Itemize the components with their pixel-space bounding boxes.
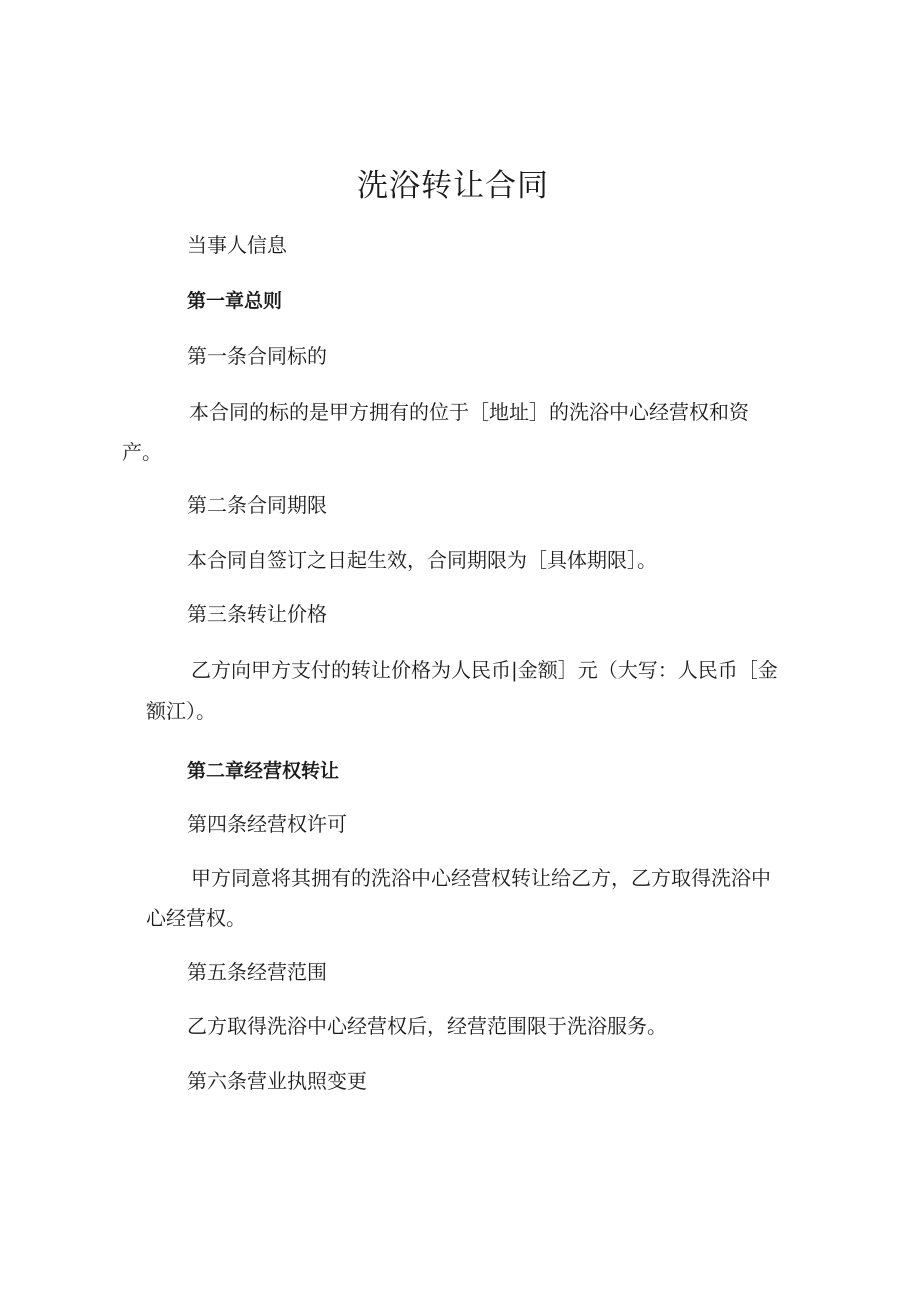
article-2-text: 本合同自签订之日起生效，合同期限为［具体期限］。 bbox=[187, 548, 657, 572]
chapter-1-heading: 第一章总则 bbox=[187, 290, 283, 312]
article-4-text-line-1: 甲方同意将其拥有的洗浴中心经营权转让给乙方，乙方取得洗浴中 bbox=[191, 866, 771, 890]
article-6-heading: 第六条营业执照变更 bbox=[187, 1069, 367, 1093]
article-3-heading: 第三条转让价格 bbox=[187, 602, 327, 626]
article-4-heading: 第四条经营权许可 bbox=[187, 812, 347, 836]
article-4-text-line-2: 心经营权。 bbox=[146, 906, 246, 930]
article-5-heading: 第五条经营范围 bbox=[187, 960, 327, 984]
article-1-text-line-2: 产。 bbox=[122, 440, 162, 464]
article-1-text-line-1: 本合同的标的是甲方拥有的位于［地址］的洗浴中心经营权和资 bbox=[189, 400, 749, 424]
chapter-2-heading: 第二章经营权转让 bbox=[187, 760, 340, 782]
article-1-heading: 第一条合同标的 bbox=[187, 344, 327, 368]
document-title: 洗浴转让合同 bbox=[357, 168, 549, 204]
party-info-heading: 当事人信息 bbox=[187, 233, 287, 257]
article-3-text-line-2: 额江）。 bbox=[146, 699, 216, 723]
article-5-text: 乙方取得洗浴中心经营权后，经营范围限于洗浴服务。 bbox=[187, 1014, 667, 1038]
article-2-heading: 第二条合同期限 bbox=[187, 493, 327, 517]
article-3-text-line-1: 乙方向甲方支付的转让价格为人民币|金额］元（大写：人民币［金 bbox=[191, 658, 778, 682]
